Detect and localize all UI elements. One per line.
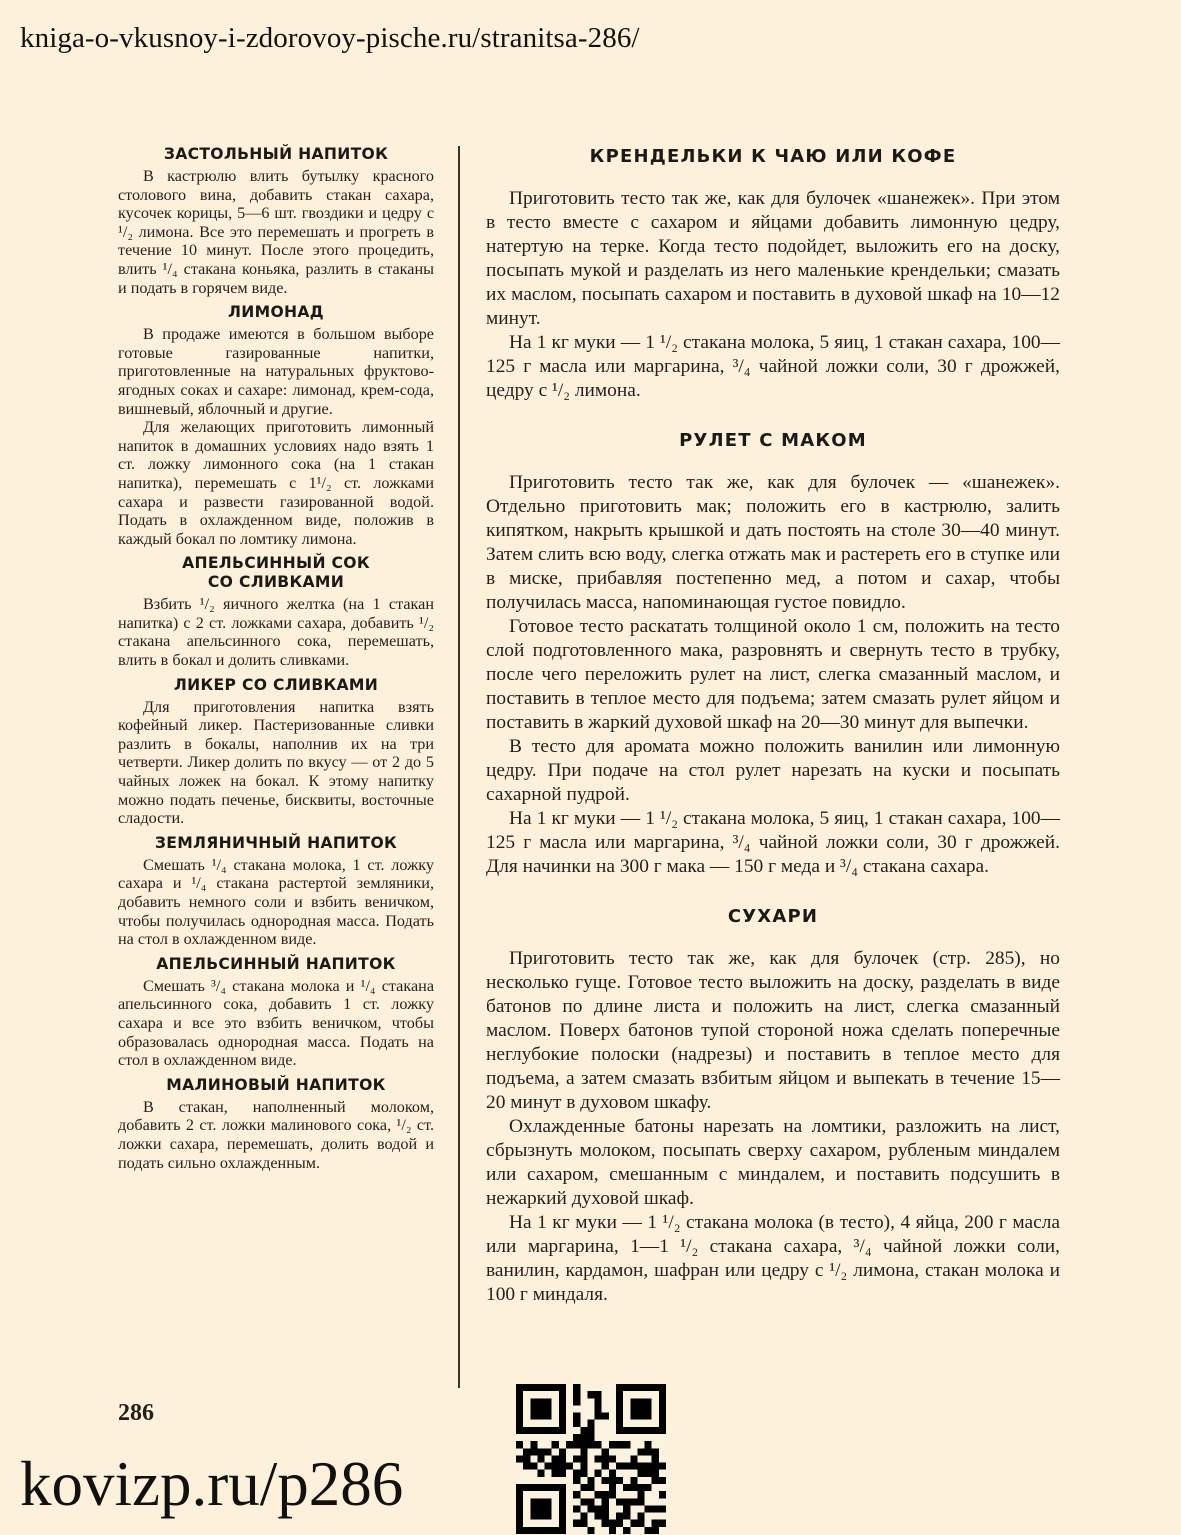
- recipe-paragraph: Готовое тесто раскатать толщиной около 1 см, положить на тесто слой подготовленного мака, разровнять и свернуть тесто в трубку, после чего переложить рулет на лист, слегка смазанный маслом, и поставить в теплое место для подъема; затем смазать рулет яйцом и поставить в жаркий духовой шкаф на 20—30 минут для выпечки.: [486, 616, 1060, 733]
- column-divider: [458, 146, 460, 1388]
- recipe-paragraph: Охлажденные батоны нарезать на ломтики, разложить на лист, сбрызнуть молоком, посыпать сверху сахаром, рубленым миндалем или сахаром, смешанным с миндалем, и поставить подсушить в нежаркий духовой шкаф.: [486, 1116, 1060, 1209]
- recipe-paragraph: Смешать ¹/₄ стакана молока, 1 ст. ложку сахара и ¹/₄ стакана растертой земляники, добавить немного соли и взбить веничком, чтобы получилась однородная масса. Подать на стол в охлажденном виде.: [118, 855, 434, 949]
- recipe-paragraph: В кастрюлю влить бутылку красного столового вина, добавить стакан сахара, кусочек корицы, 5—6 шт. гвоздики и цедру с ¹/₂ лимона. Все это перемешать и прогреть в течение 10 минут. После этого процедить, влить ¹/₄ стакана коньяка, разлить в стаканы и подать в горячем виде.: [118, 167, 434, 297]
- left-column: [118, 145, 434, 1178]
- recipe-apelsinny-sok-so-slivkami: [118, 554, 434, 669]
- recipe-paragraph: Для желающих приготовить лимонный напиток в домашних условиях надо взять 1 ст. ложку лимонного сока (на 1 стакан напитка), перемешать с 1¹/₂ ст. ложками сахара и развести газированной водой. Подать в охлажденном виде, положив в каждый бокал по ломтику лимона.: [118, 418, 434, 548]
- recipe-paragraph: Для приготовления напитка взять кофейный ликер. Пастеризованные сливки разлить в бокалы, наполнив их на три четверти. Ликер долить по вкусу — от 2 до 5 чайных ложек на бокал. К этому напитку можно подать печенье, бисквиты, восточные сладости.: [118, 697, 434, 828]
- recipe-paragraph: Взбить ¹/₂ яичного желтка (на 1 стакан напитка) с 2 ст. ложками сахара, добавить ¹/₂ стакана апельсинного сока, перемешать, влить в бокал и долить сливками.: [118, 595, 434, 670]
- recipe-paragraph: В продаже имеются в большом выборе готовые газированные напитки, приготовленные на натуральных фруктово-ягодных соках и сахаре: лимонад, крем-сода, вишневый, яблочный и другие.: [118, 325, 434, 418]
- recipe-title: МАЛИНОВЫЙ НАПИТОК: [166, 1075, 386, 1094]
- recipe-title: ЛИМОНАД: [228, 303, 324, 322]
- recipe-paragraph: В стакан, наполненный молоком, добавить 2 ст. ложки малинового сока, ¹/₂ ст. ложки сахара, перемешать, долить водой и подать сильно охлажденным.: [118, 1097, 434, 1172]
- short-url-link[interactable]: kovizp.ru/p286: [20, 1449, 404, 1519]
- page-number: 286: [118, 1400, 154, 1426]
- recipe-suhari: [486, 905, 1060, 1307]
- recipe-paragraph: На 1 кг муки — 1 ¹/₂ стакана молока, 5 яиц, 1 стакан сахара, 100—125 г масла или маргарина, ³/₄ чайной ложки соли, 30 г дрожжей. Для начинки на 300 г мака — 150 г меда и ³/₄ стакана сахара.: [486, 808, 1060, 877]
- recipe-limonad: [118, 303, 434, 548]
- recipe-title: СУХАРИ: [727, 906, 819, 927]
- recipe-krendelki: [486, 145, 1060, 403]
- recipe-paragraph: На 1 кг муки — 1 ¹/₂ стакана молока, 5 яиц, 1 стакан сахара, 100—125 г масла или маргарина, ³/₄ чайной ложки соли, 30 г дрожжей, цедру с ¹/₂ лимона.: [486, 332, 1060, 401]
- recipe-title: КРЕНДЕЛЬКИ К ЧАЮ ИЛИ КОФЕ: [589, 146, 957, 167]
- recipe-title: ЛИКЕР СО СЛИВКАМИ: [173, 675, 379, 694]
- recipe-apelsinny-napitok: [118, 955, 434, 1070]
- recipe-paragraph: Приготовить тесто так же, как для булочек (стр. 285), но несколько гуще. Готовое тесто выложить на доску, разделать в виде батонов по длине листа и положить на лист, слегка смазанный маслом. Поверх батонов тупой стороной ножа сделать поперечные неглубокие полоски (надрезы) и поставить в теплое место для подъема, а затем смазать взбитым яйцом и выпекать в течение 15—20 минут в духовом шкафу.: [486, 948, 1060, 1113]
- recipe-malinovy-napitok: [118, 1076, 434, 1172]
- recipe-title: АПЕЛЬСИННЫЙ НАПИТОК: [156, 954, 396, 973]
- page-url-header[interactable]: kniga-o-vkusnoy-i-zdorovoy-pische.ru/stranitsa-286/: [20, 22, 640, 54]
- recipe-paragraph: В тесто для аромата можно положить ванилин или лимонную цедру. При подаче на стол рулет нарезать на куски и посыпать сахарной пудрой.: [486, 736, 1060, 805]
- recipe-paragraph: Приготовить тесто так же, как для булочек — «шанежек». Отдельно приготовить мак; положить его в кастрюлю, залить кипятком, накрыть крышкой и дать постоять на столе 30—40 минут. Затем слить всю воду, слегка отжать мак и растереть его в ступке или в миске, прибавляя постепенно мед, а потом и сахар, чтобы получилась масса, напоминающая густое повидло.: [486, 472, 1060, 613]
- recipe-title: ЗЕМЛЯНИЧНЫЙ НАПИТОК: [154, 833, 398, 852]
- recipe-title: РУЛЕТ С МАКОМ: [679, 430, 867, 451]
- recipe-title: АПЕЛЬСИННЫЙ СОК СО СЛИВКАМИ: [182, 554, 370, 592]
- recipe-title: ЗАСТОЛЬНЫЙ НАПИТОК: [163, 145, 389, 163]
- recipe-zastolny-napitok: [118, 145, 434, 297]
- qr-code-graphic: [516, 1384, 666, 1534]
- recipe-rulet-s-makom: [486, 429, 1060, 879]
- recipe-paragraph: На 1 кг муки — 1 ¹/₂ стакана молока (в тесто), 4 яйца, 200 г масла или маргарина, 1—1 ¹/₂ стакана сахара, ³/₄ чайной ложки соли, ванилин, кардамон, шафран или цедру с ¹/₂ лимона, стакан молока и 100 г миндаля.: [486, 1212, 1060, 1305]
- recipe-paragraph: Приготовить тесто так же, как для булочек «шанежек». При этом в тесто вместе с сахаром и яйцами добавить лимонную цедру, натертую на терке. Когда тесто подойдет, выложить его на доску, посыпать мукой и разделать из него маленькие крендельки; смазать их маслом, посыпать сахаром и поставить в духовой шкаф на 10—12 минут.: [486, 188, 1060, 329]
- right-column: [486, 145, 1060, 1333]
- recipe-zemlyanichny-napitok: [118, 834, 434, 949]
- qr-code-icon[interactable]: [516, 1384, 666, 1534]
- recipe-liker-so-slivkami: [118, 676, 434, 828]
- recipe-paragraph: Смешать ³/₄ стакана молока и ¹/₄ стакана апельсинного сока, добавить 1 ст. ложку сахара и все это взбить веничком, чтобы образовалась однородная масса. Подать на стол в охлажденном виде.: [118, 976, 434, 1070]
